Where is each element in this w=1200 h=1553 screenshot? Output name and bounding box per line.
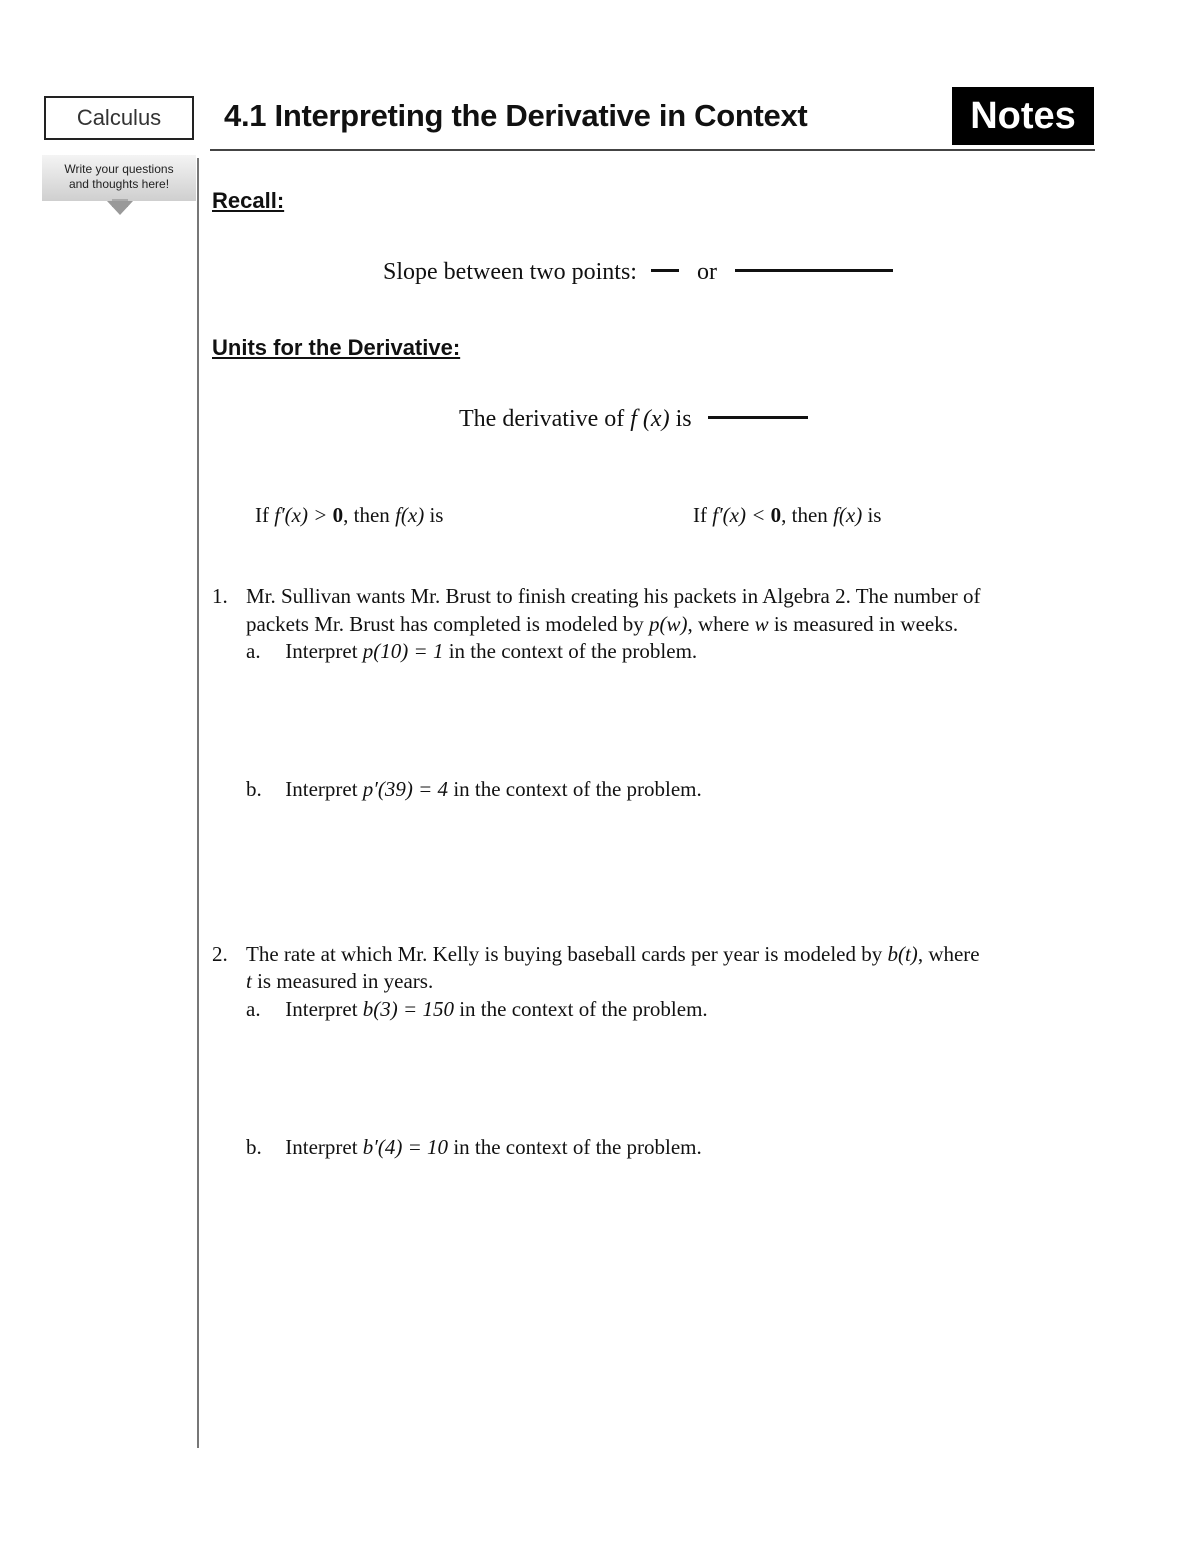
problem1-a-context: in the context of the problem. [448,639,698,663]
neg-if: If [693,503,707,527]
problem1-units: is measured in weeks. [773,612,959,636]
notes-badge: Notes [952,87,1094,145]
pos-if: If [255,503,269,527]
problem1-function: p(w) [649,612,688,636]
problem2-line2 [246,967,433,995]
neg-fx: f(x) [833,503,863,527]
fx-expr: f (x) [630,406,670,432]
problem1-part-a [246,637,697,665]
problem1-b-interpret: Interpret [285,777,358,801]
problem2-b-label: b. [246,1135,262,1159]
pos-expr: f′(x) > [274,503,333,527]
problem2-variable: t [246,969,252,993]
pos-then: , then [343,503,390,527]
problem2-a-expr: b(3) = 150 [362,997,454,1021]
problem2-b-context: in the context of the problem. [453,1135,702,1159]
problem2-line1 [246,940,980,968]
derivative-line [459,406,808,433]
problem1-variable: w [754,612,769,636]
slope-blank-short [651,269,679,272]
recall-heading: Recall: [212,188,285,213]
header-rule [210,149,1095,151]
problem1-b-label: b. [246,777,262,801]
problem2-a-label: a. [246,997,261,1021]
problem2-a-context: in the context of the problem. [459,997,708,1021]
problem1-a-interpret: Interpret [285,639,358,663]
problem2-number: 2. [212,942,228,966]
slope-blank-long [735,269,893,272]
positive-derivative-line [255,501,443,529]
problem1-b-expr: p′(39) = 4 [362,777,449,801]
margin-divider [197,158,199,1448]
notes-prompt-line1: Write your questions [64,162,174,176]
problem2-function: b(t) [887,942,918,966]
slope-label: Slope between two points: [383,259,637,285]
problem1-a-label: a. [246,639,261,663]
problem2-b-interpret: Interpret [285,1135,358,1159]
problem2-a-interpret: Interpret [285,997,358,1021]
problem1-b-context: in the context of the problem. [453,777,702,801]
or-label: or [696,259,717,285]
neg-is: is [867,503,882,527]
neg-expr: f′(x) < [712,503,771,527]
problem2-units: is measured in years. [257,969,434,993]
notes-prompt [42,155,196,201]
derivative-prefix: The derivative of [459,406,625,432]
slope-line [383,259,893,286]
problem1-line1: Mr. Sullivan wants Mr. Brust to finish creating his packets in Algebra 2. The number of [246,584,981,608]
problem2-where: , where [917,942,980,966]
problem2-part-a [246,995,708,1023]
problem2-b-expr: b′(4) = 10 [362,1135,449,1159]
derivative-blank [708,416,808,419]
neg-then: , then [781,503,828,527]
arrow-down-icon [107,201,133,215]
problem1-a-expr: p(10) = 1 [362,639,444,663]
units-heading: Units for the Derivative: [212,335,461,360]
problem1-line2-text: packets Mr. Brust has completed is modeled by [246,612,644,636]
subject-label: Calculus [44,96,194,140]
problem1-line2 [246,610,958,638]
pos-is: is [429,503,444,527]
negative-derivative-line [693,501,881,529]
problem1-number: 1. [212,584,228,608]
problem2-line1-text: The rate at which Mr. Kelly is buying baseball cards per year is modeled by [246,942,883,966]
problem1-where: , where [687,612,750,636]
pos-zero: 0 [332,503,344,527]
neg-zero: 0 [770,503,782,527]
pos-fx: f(x) [395,503,425,527]
problem2-part-b [246,1133,702,1161]
is-label: is [675,406,692,432]
problem1-part-b [246,775,702,803]
notes-prompt-line2: and thoughts here! [68,177,170,191]
page-title: 4.1 Interpreting the Derivative in Context [224,98,808,133]
